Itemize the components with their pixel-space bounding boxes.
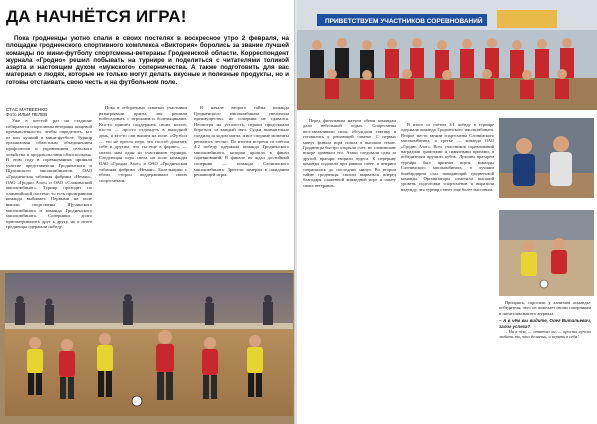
players-photo — [499, 118, 594, 198]
author-name: СТАС МАТВЕЕНКО — [6, 107, 48, 112]
photo-credit: Фото ИЛЬИ ПЕЛЕВ — [6, 112, 48, 118]
match-photo — [0, 270, 295, 424]
hall-banner-text: ПРИВЕТСТВУЕМ УЧАСТНИКОВ СОРЕВНОВАНИЙ — [325, 18, 483, 25]
game-moment-photo — [499, 210, 594, 296]
text-column-3 — [194, 105, 289, 265]
text-column-1 — [6, 118, 92, 266]
futsal-match-image — [5, 273, 293, 416]
byline — [6, 107, 47, 117]
paragraph: Уже в шестой раз на стадионе собираются спортсмены ветераны пищевой промышленности, чтобы определить, кто из них лучший в мини-футболе. Турнир организован областным объединением профсоюзов и управлением сельского хозяйства и продовольствия облисполкома. В этом году в соревнованиях приняли участие представители Гродненского и Щучинского мясокомбинатов, ОАО «Гродненская табачная фабрика «Неман», ОАО «Гродно Азот» и ОАО «Слонимский мясокомбинат». Турнир проходит по олимпийской системе, то есть проигравшая команда выбывает. Первыми на поле вышли спортсмены Щучинского мясокомбината и команда Гродненского мясокомбината. Соперники долго присматривались друг к другу, но в итоге гродненцы одержали победу. — [6, 118, 92, 230]
text-column-r2 — [401, 122, 494, 418]
paragraph: В итоге со счётом 3:1 победу в турнире одержала команда Гродненского мясокомбината. Второе место заняли спортсмены Слонимского мясокомбината, а третье — команда ОАО «Гродно Азот». Всех участников соревнований наградили грамотами и памятными призами, а победителям вручили кубок. Лучшим вратарём турнира был признан игрок команды Слонимского мясокомбината, а лучшим бомбардиром стал нападающий гродненской команды. Организаторы отметили высокий уровень подготовки спортсменов и выразили надежду, что турнир станет ещё более массовым. — [401, 122, 494, 192]
text-column-r1 — [303, 118, 396, 418]
article-lead: Пока гродненцы уютно спали в своих постелях в воскресное утро 2 февраля, на площадке гродненского спортивного комплекса «Виктория» боролись за звание лучшей команды по мини-футболу спортсмены-ветераны Гродненской области. Корреспондент журнала «Гродно» решил побывать на турнире и поделиться с читателями толикой азарта и настоящим духом «мужского» соперничества. А также подготовить для вас материал о людях, которые не только могут делать вкусные и полезные продукты, но и готовы отстаивать свою честь и на футбольном поле. — [6, 35, 289, 86]
text-column-r3 — [499, 300, 591, 418]
paragraph: Перед финальным матчем обеим командам дали небольшой отдых. Спортсмены восстанавливали силы, обсуждали тактику и готовились к решающей схватке. С первых минут финала игра пошла в высоком темпе. Гродненцы быстро открыли счёт, но слонимчане вскоре сравняли его. Атаки следовали одна за другой, вратари творили чудеса. К перерыву команды подошли при равном счёте, и интрига сохранялась до последних минут. Во втором тайме гродненцы смогли вырваться вперёд благодаря слаженной командной игре и опыту своих ветеранов. — [303, 118, 396, 188]
paragraph: В начале второго тайма команда Гродненского мясокомбината увеличила преимущество, но соперник не сдавался. Несмотря на усталость, игроки продолжали бороться за каждый мяч. Судьи внимательно следили за ходом матча, и все спорные моменты решались честно. По итогам встречи со счётом 4:2 победу одержала команда Гродненского мясокомбината, которая прошла в финал соревнований. В финале их ждал достойный соперник — команда Слонимского мясокомбината. Зрители замерли в ожидании решающей игры. — [194, 105, 289, 178]
interview-answer: – Ни в чём, — ответил он, — просто нужно любить то, что делаешь, и верить в себя! — [499, 329, 591, 340]
right-page — [297, 0, 597, 424]
left-page — [0, 0, 295, 424]
article-headline: ДА НАЧНЁТСЯ ИГРА! — [6, 7, 187, 26]
team-photo — [297, 0, 597, 110]
text-column-2 — [99, 105, 187, 265]
interview-question: – А в чём вы видите, Олег Витальевич, залог успеха? — [499, 318, 591, 329]
paragraph: Прощаясь, спросили у капитана команды-победителя, чего он пожелает своим соперникам и читателям нашего журнала. — [499, 300, 591, 316]
paragraph: Пока в отборочных схватках участники разыгрывали призы, мы решили побеседовать с игроками и болельщиками. Кто-то пришёл поддержать своих коллег, кто-то — просто отдохнуть в выходной день, а кто-то сам вышел на поле. «Футбол — это не просто игра, это способ доказать себе и другим, что ты ещё в форме», — сказал нам один из участников турнира. Следующая игра свела на поле команды ОАО «Гродно Азот» и ОАО «Гродненская табачная фабрика «Неман». Болельщики с обеих сторон поддерживали своих спортсменов. — [99, 105, 187, 183]
